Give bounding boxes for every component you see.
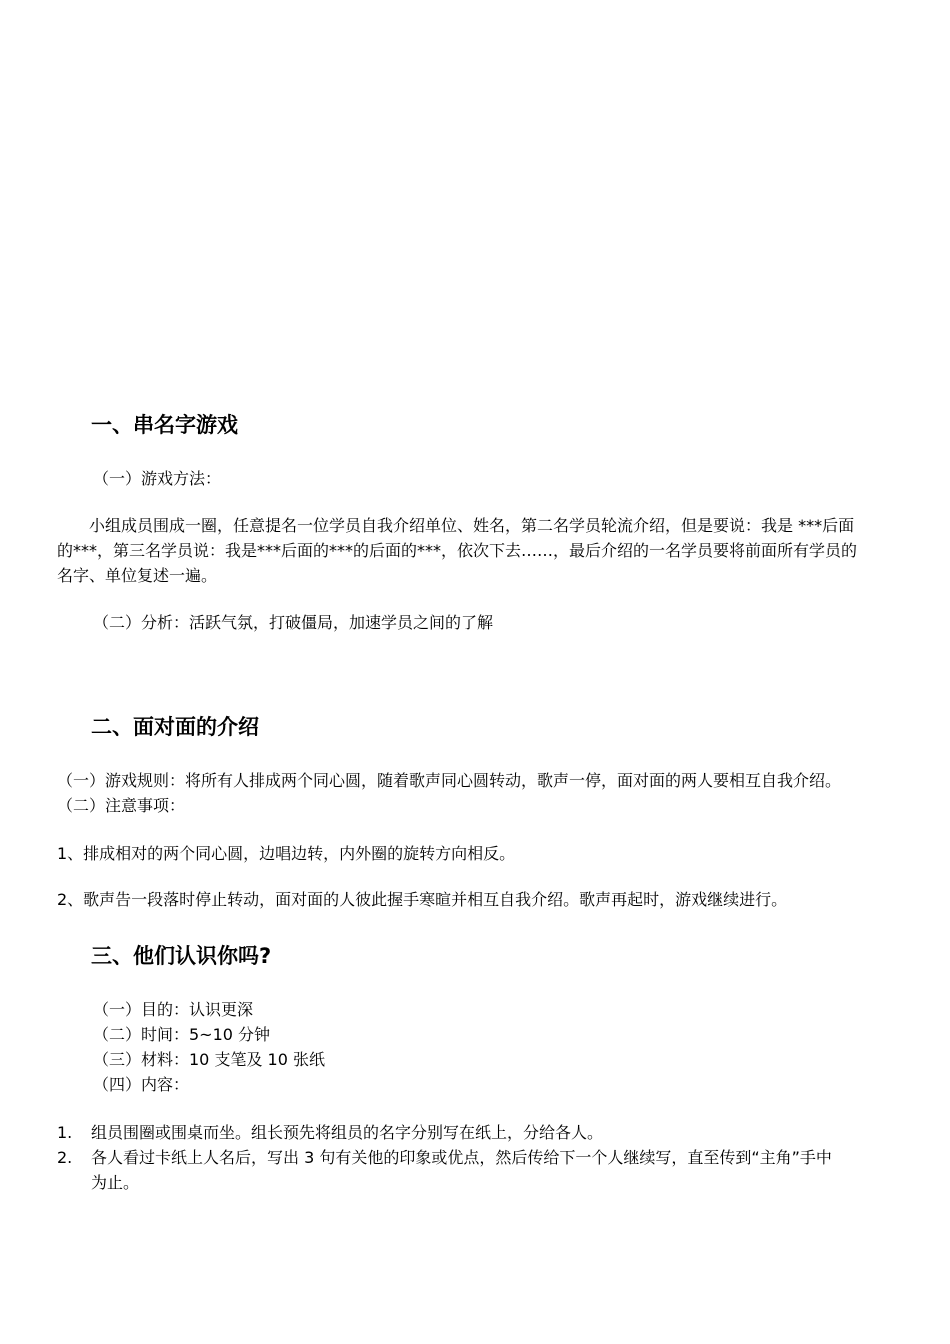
section3-title: 三、他们认识你吗?: [91, 944, 272, 968]
list-item-number: 2.: [57, 1148, 73, 1167]
section2-rules: （一）游戏规则：将所有人排成两个同心圆，随着歌声同心圆转动，歌声一停，面对面的两人要相互自我介绍。: [57, 771, 842, 790]
section1-analysis: （二）分析：活跃气氛，打破僵局，加速学员之间的了解: [93, 613, 494, 632]
section2-title: 二、面对面的介绍: [91, 715, 259, 739]
section3-content-label: （四）内容：: [93, 1075, 190, 1094]
section3-materials: （三）材料：10 支笔及 10 张纸: [93, 1050, 325, 1069]
section2-note2: 2、歌声告一段落时停止转动，面对面的人彼此握手寒暄并相互自我介绍。歌声再起时，游戏继续进行。: [57, 890, 788, 909]
list-item-text: 组员围圈或围桌而坐。组长预先将组员的名字分别写在纸上，分给各人。: [91, 1123, 604, 1142]
list-item-text-line2: 为止。: [91, 1173, 140, 1192]
section3-time: （二）时间：5~10 分钟: [93, 1025, 271, 1044]
section1-method-label: （一）游戏方法：: [93, 469, 222, 488]
section1-title: 一、串名字游戏: [91, 413, 238, 437]
section1-paragraph-line3: 名字、单位复述一遍。: [57, 566, 218, 585]
list-item-number: 1.: [57, 1123, 73, 1142]
section1-paragraph-line1: 小组成员围成一圈，任意提名一位学员自我介绍单位、姓名，第二名学员轮流介绍，但是要说：我是 ***后面: [89, 516, 855, 535]
list-item-text-line1: 各人看过卡纸上人名后，写出 3 句有关他的印象或优点，然后传给下一个人继续写，直至传到“主角”手中: [91, 1148, 832, 1167]
section3-purpose: （一）目的：认识更深: [93, 1000, 254, 1019]
section2-notes-label: （二）注意事项：: [57, 796, 186, 815]
section2-note1: 1、排成相对的两个同心圆，边唱边转，内外圈的旋转方向相反。: [57, 844, 516, 863]
section1-paragraph-line2: 的***，第三名学员说：我是***后面的***的后面的***，依次下去……，最后介绍的一名学员要将前面所有学员的: [57, 541, 858, 560]
